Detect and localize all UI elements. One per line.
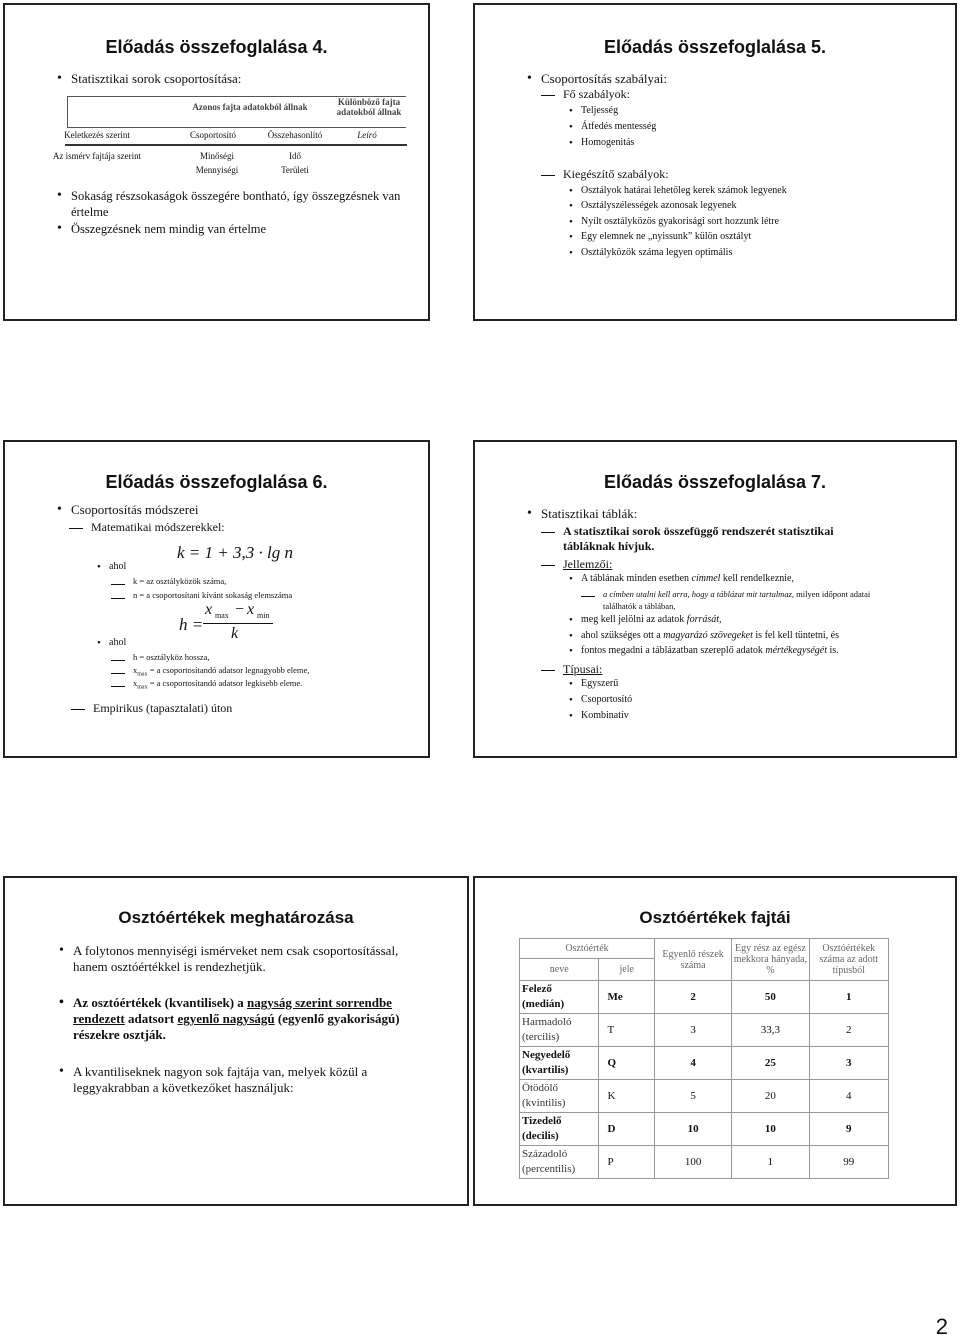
feature-title-detail-b: milyen időpont adatai találhatók a táblában,	[603, 589, 871, 611]
slide-title: Osztóértékek fajtái	[639, 908, 791, 927]
row-name	[520, 1146, 599, 1179]
row-share: 10	[732, 1113, 809, 1146]
types-label: Típusai:	[563, 662, 603, 676]
bullet-not-summable: • Összegzésnek nem mindig van értelme	[71, 221, 266, 237]
row-parts: 3	[654, 1014, 731, 1047]
row-name	[520, 1047, 599, 1080]
row-count: 3	[809, 1047, 888, 1080]
row-criterion-c1b: Mennyiségi	[195, 165, 239, 175]
slide-title: Előadás összefoglalása 4.	[105, 37, 328, 57]
row-name-latin: (decilis)	[522, 1130, 559, 1142]
slide-6	[3, 440, 430, 758]
row-name	[520, 1113, 599, 1146]
header-share: Egy rész az egész mekkora hányada, %	[732, 939, 809, 981]
page-number: 2	[935, 1314, 948, 1339]
fraction-bar	[203, 623, 273, 624]
row-share: 25	[732, 1047, 809, 1080]
row-count: 4	[809, 1080, 888, 1113]
row-name-latin: (kvintilis)	[522, 1097, 566, 1109]
header-count: Osztóértékek száma az adott típusból	[809, 939, 888, 981]
math-methods: Matematikai módszerekkel:	[91, 520, 225, 534]
feature-title-a: A táblának minden esetben	[581, 573, 690, 584]
table-row	[520, 1113, 889, 1146]
row-parts: 4	[654, 1047, 731, 1080]
bullet-grouping-methods: • Csoportosítás módszerei	[71, 502, 198, 518]
feature-source-a: meg kell jelölni az adatok	[581, 614, 685, 625]
feature-notes-i: magyarázó szövegeket	[663, 630, 753, 641]
row-count: 9	[809, 1113, 888, 1146]
main-rule-item: • Homogenitás	[581, 137, 634, 148]
feature-title-detail	[603, 588, 903, 612]
main-rules: Fő szabályok:	[563, 87, 630, 101]
row-parts: 5	[654, 1080, 731, 1113]
table-row	[520, 1047, 889, 1080]
xmin-definition	[133, 678, 302, 691]
bullet-stat-tables: • Statisztikai táblák:	[541, 506, 637, 522]
bullet-summable: • Sokaság részsokaságok összegére bontható, így összegzésnek van értelme	[71, 188, 401, 220]
extra-rules: Kiegészítő szabályok:	[563, 167, 669, 181]
k-definition: k = az osztályközök száma,	[133, 576, 227, 586]
where-1: • ahol	[109, 561, 126, 572]
quantiles-u1: nagyság szerint sorrendbe rendezett	[73, 995, 392, 1026]
feature-notes	[581, 630, 839, 641]
row-name	[520, 1080, 599, 1113]
extra-rule-item: • Osztályszélességek azonosak legyenek	[581, 200, 737, 211]
xmin-symbol: x	[133, 678, 138, 688]
empirical-method: Empirikus (tapasztalati) úton	[93, 701, 233, 715]
types	[563, 662, 602, 677]
row-criterion-c1a: Minőségi	[199, 151, 234, 161]
formula-h-den: k	[231, 625, 239, 642]
feature-notes-a: ahol szükséges ott a	[581, 630, 661, 641]
row-share: 20	[732, 1080, 809, 1113]
row-share: 33,3	[732, 1014, 809, 1047]
row-parts: 2	[654, 981, 731, 1014]
quantiles-a: Az osztóértékek (kvantilisek) a	[73, 995, 244, 1010]
row-origin-c1: Csoportosító	[189, 130, 236, 140]
features-label: Jellemzői:	[563, 557, 613, 571]
row-name-main: Századoló	[522, 1148, 568, 1160]
row-share: 1	[732, 1146, 809, 1179]
header-quantile: Osztóérték	[520, 939, 655, 959]
row-name-main: Negyedelő	[522, 1049, 571, 1061]
row-count: 1	[809, 981, 888, 1014]
row-name-main: Felező	[522, 983, 552, 995]
xmax-text: = a csoportosítandó adatsor legnagyobb eleme,	[149, 665, 310, 675]
feature-source-i: forrását,	[686, 614, 722, 625]
row-origin-label: Keletkezés szerint	[64, 130, 130, 140]
quantiles-b: adatsort	[127, 1011, 175, 1026]
row-name-latin: (tercilis)	[522, 1031, 560, 1043]
row-name	[520, 1014, 599, 1047]
formula-k: k = 1 + 3,3 · lg n	[177, 543, 293, 562]
main-rule-item: • Átfedés mentesség	[581, 121, 656, 132]
formula-h-num-b-sub: min	[257, 611, 270, 620]
row-origin-c3: Leíró	[357, 130, 377, 140]
header-name: neve	[520, 959, 599, 981]
extra-rule-item: • Nyílt osztályközös gyakorisági sort hozzunk létre	[581, 216, 779, 227]
slide-8	[3, 876, 469, 1206]
row-parts: 100	[654, 1146, 731, 1179]
bullet-kinds: • A kvantiliseknek nagyon sok fajtája van, melyek közül a leggyakrabban a következőket használjuk:	[73, 1064, 413, 1096]
feature-units-i: mértékegységét	[765, 645, 828, 656]
slide-title: Előadás összefoglalása 5.	[603, 37, 827, 57]
feature-title-detail-i: a címben utalni kell arra, hogy a táblázat mit tartalmaz,	[603, 589, 795, 599]
feature-title-i: címmel	[691, 573, 721, 584]
slide-title: Előadás összefoglalása 7.	[603, 472, 827, 492]
row-name-main: Ötödölő	[522, 1082, 559, 1094]
where-2: • ahol	[109, 637, 126, 648]
feature-title	[581, 573, 794, 584]
formula-h-num-a-sub: max	[215, 611, 229, 620]
row-sign: P	[599, 1146, 655, 1179]
type-item: • Kombinatív	[581, 710, 629, 721]
feature-title-b: kell rendelkeznie,	[722, 573, 794, 584]
row-criterion-label: Az ismérv fajtája szerint	[52, 151, 142, 161]
slide-9	[473, 876, 957, 1206]
row-origin-c2: Összehasonlító	[267, 130, 323, 140]
bullet-quantiles	[73, 995, 413, 1043]
feature-notes-b: is fel kell tüntetni, és	[755, 630, 839, 641]
formula-h	[179, 601, 289, 647]
row-share: 50	[732, 981, 809, 1014]
bullet-heading: • Statisztikai sorok csoportosítása:	[71, 71, 241, 87]
table-definition: A statisztikai sorok összefüggő rendszerét statisztikai tábláknak hívjuk.	[563, 524, 863, 554]
slide-5	[473, 3, 957, 321]
feature-units	[581, 645, 839, 656]
header-same: Azonos fajta adatokból állnak	[192, 102, 308, 112]
row-parts: 10	[654, 1113, 731, 1146]
features	[563, 557, 612, 572]
row-name-latin: (medián)	[522, 998, 565, 1010]
quantiles-c: (egyenlő gyakoriságú) részekre osztják.	[73, 1011, 400, 1042]
extra-rule-item: • Osztályok határai lehetőleg kerek számok legyenek	[581, 185, 787, 196]
main-rule-item: • Teljesség	[581, 105, 618, 116]
quantile-table	[519, 938, 889, 1179]
slide-7	[473, 440, 957, 758]
slide-4	[3, 3, 430, 321]
bullet-continuous: • A folytonos mennyiségi ismérveket nem csak csoportosítással, hanem osztóértékkel is rendezhetjük.	[73, 943, 413, 975]
table-row	[520, 1080, 889, 1113]
table-row	[520, 981, 889, 1014]
row-sign: K	[599, 1080, 655, 1113]
row-name-latin: (kvartilis)	[522, 1064, 569, 1076]
row-name-main: Tizedelő	[522, 1115, 562, 1127]
feature-source	[581, 614, 722, 625]
type-item: • Csoportosító	[581, 694, 632, 705]
row-name-latin: (percentilis)	[522, 1163, 576, 1175]
xmax-definition	[133, 665, 309, 678]
h-definition: h = osztályköz hossza,	[133, 652, 210, 662]
slide-title: Osztóértékek meghatározása	[118, 908, 354, 927]
header-parts: Egyenlő részek száma	[654, 939, 731, 981]
extra-rule-item: • Egy elemnek ne „nyissunk” külön osztályt	[581, 231, 751, 242]
row-name-main: Harmadoló	[522, 1016, 572, 1028]
row-count: 2	[809, 1014, 888, 1047]
row-sign: D	[599, 1113, 655, 1146]
xmax-subscript: max	[137, 671, 148, 678]
table-divider	[65, 144, 407, 146]
row-sign: T	[599, 1014, 655, 1047]
formula-h-num-b: x	[247, 601, 255, 618]
feature-units-b: is.	[829, 645, 839, 656]
header-sign: jele	[599, 959, 655, 981]
row-name	[520, 981, 599, 1014]
quantiles-u2: egyenlő nagyságú	[177, 1011, 275, 1026]
formula-h-num-a: x	[205, 601, 213, 618]
formula-h-minus: −	[235, 601, 245, 618]
row-sign: Me	[599, 981, 655, 1014]
type-item: • Egyszerű	[581, 678, 618, 689]
feature-units-a: fontos megadni a táblázatban szereplő adatok	[581, 645, 763, 656]
formula-h-lhs: h =	[179, 615, 204, 634]
xmin-subscript: max	[137, 684, 148, 691]
row-criterion-c2b: Területi	[281, 165, 309, 175]
row-criterion-c2a: Idő	[289, 151, 301, 161]
bullet-grouping-rules: • Csoportosítás szabályai:	[541, 71, 667, 87]
extra-rule-item: • Osztályközök száma legyen optimális	[581, 247, 732, 258]
row-sign: Q	[599, 1047, 655, 1080]
xmin-text: = a csoportosítandó adatsor legkisebb eleme.	[149, 678, 303, 688]
xmax-symbol: x	[133, 665, 138, 675]
slide-title: Előadás összefoglalása 6.	[105, 472, 328, 492]
table-row	[520, 1014, 889, 1047]
table-row	[520, 1146, 889, 1179]
header-diff: Különböző fajta adatokból állnak	[336, 97, 402, 117]
n-definition: n = a csoportosítani kívánt sokaság elemszáma	[133, 590, 293, 600]
row-count: 99	[809, 1146, 888, 1179]
grouping-table	[52, 96, 407, 182]
